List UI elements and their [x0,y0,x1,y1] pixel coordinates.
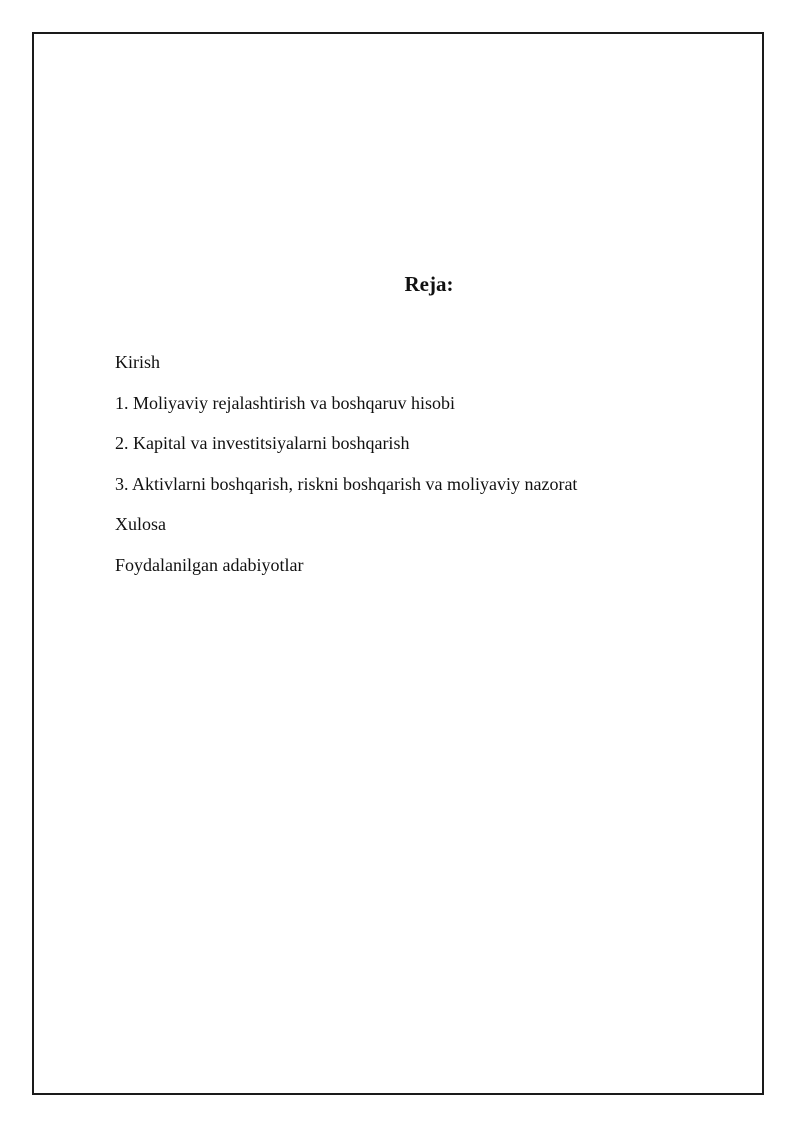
toc-item-introduction: Kirish [115,352,160,372]
toc-item-chapter-2: 2. Kapital va investitsiyalarni boshqarish [115,433,410,453]
page-title: Reja: [404,272,454,296]
table-of-contents [115,350,577,593]
toc-item-conclusion: Xulosa [115,514,166,534]
toc-item-chapter-1: 1. Moliyaviy rejalashtirish va boshqaruv hisobi [115,392,455,413]
toc-item-chapter-3: 3. Aktivlarni boshqarish, riskni boshqarish va moliyaviy nazorat [115,473,578,494]
toc-item-references: Foydalanilgan adabiyotlar [115,554,304,575]
